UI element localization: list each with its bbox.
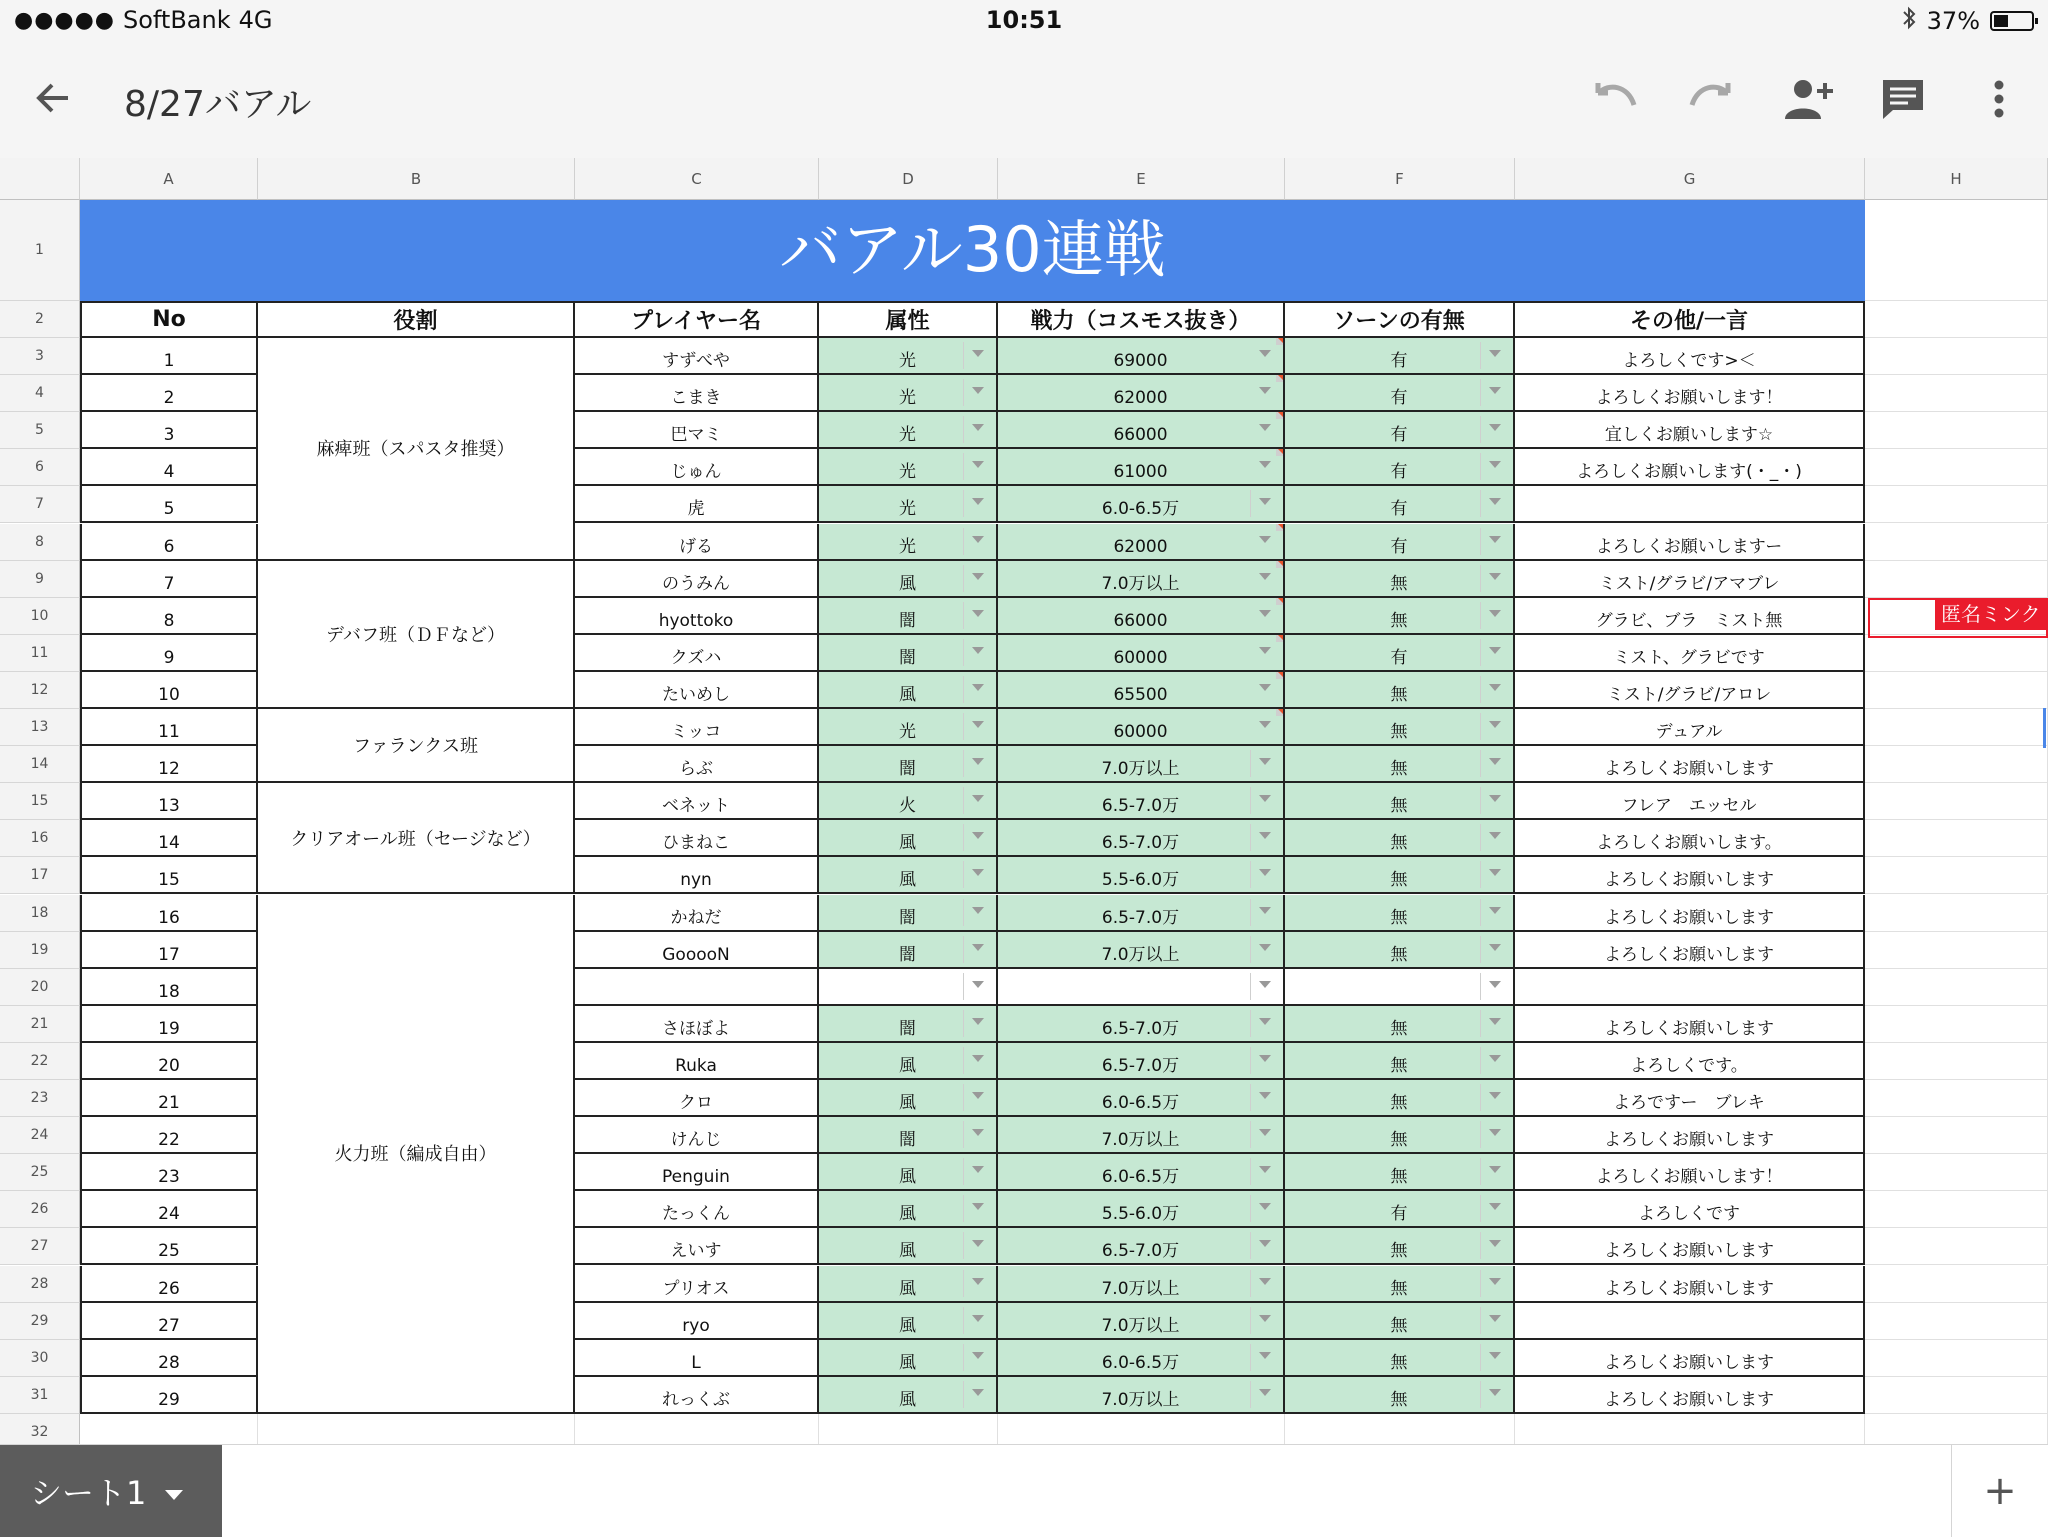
player-name-cell[interactable]: 巴マミ — [575, 412, 819, 449]
note-cell[interactable]: グラビ、ブラ ミスト無 — [1515, 598, 1865, 635]
battery-icon — [1990, 11, 2034, 31]
power-dropdown[interactable] — [998, 969, 1285, 1006]
zone-dropdown[interactable]: 無 — [1285, 1006, 1515, 1043]
cell-h25[interactable] — [1865, 1154, 2048, 1191]
header-player: プレイヤー名 — [575, 301, 819, 338]
zone-dropdown[interactable]: 無 — [1285, 1080, 1515, 1117]
sheet-banner[interactable]: バアル30連戦 — [80, 200, 1865, 301]
row-header-23[interactable]: 23 — [0, 1080, 80, 1117]
cell-h31[interactable] — [1865, 1377, 2048, 1414]
power-dropdown[interactable]: 6.0-6.5万 — [998, 1154, 1285, 1191]
row-header-19[interactable]: 19 — [0, 932, 80, 969]
zone-dropdown[interactable]: 無 — [1285, 1303, 1515, 1340]
row-header-30[interactable]: 30 — [0, 1340, 80, 1377]
zone-dropdown[interactable]: 無 — [1285, 1154, 1515, 1191]
zone-dropdown[interactable]: 有 — [1285, 1191, 1515, 1228]
role-group-cell[interactable]: 麻痺班（スパスタ推奨） — [258, 338, 575, 561]
row-number-cell[interactable]: 18 — [80, 969, 258, 1006]
add-person-icon[interactable] — [1778, 70, 1836, 128]
attribute-dropdown[interactable]: 風 — [819, 672, 998, 709]
player-name-cell[interactable]: じゅん — [575, 449, 819, 486]
cell-h16[interactable] — [1865, 820, 2048, 857]
row-header-26[interactable]: 26 — [0, 1191, 80, 1228]
player-name-cell[interactable]: 虎 — [575, 486, 819, 523]
attribute-dropdown[interactable]: 風 — [819, 1377, 998, 1414]
back-arrow-icon[interactable] — [32, 78, 76, 122]
power-dropdown[interactable]: 7.0万以上 — [998, 932, 1285, 969]
role-group-cell[interactable]: デバフ班（ＤＦなど） — [258, 561, 575, 709]
note-cell[interactable]: よろですー ブレキ — [1515, 1080, 1865, 1117]
row-header-12[interactable]: 12 — [0, 672, 80, 709]
row-header-31[interactable]: 31 — [0, 1377, 80, 1414]
note-cell[interactable]: よろしくお願いします — [1515, 1117, 1865, 1154]
header-role: 役割 — [258, 301, 575, 338]
header-power: 戦力（コスモス抜き） — [998, 301, 1285, 338]
player-name-cell[interactable]: Ruka — [575, 1043, 819, 1080]
comment-icon[interactable] — [1874, 70, 1932, 128]
note-cell[interactable]: よろしくです>＜ — [1515, 338, 1865, 375]
attribute-dropdown[interactable]: 火 — [819, 783, 998, 820]
row-number-cell[interactable]: 15 — [80, 857, 258, 894]
player-name-cell[interactable]: すずべや — [575, 338, 819, 375]
row-number-cell[interactable]: 7 — [80, 561, 258, 598]
select-all-corner[interactable] — [0, 158, 80, 200]
player-name-cell[interactable]: nyn — [575, 857, 819, 894]
row-header-16[interactable]: 16 — [0, 820, 80, 857]
row-number-cell[interactable]: 1 — [80, 338, 258, 375]
power-dropdown[interactable]: 7.0万以上 — [998, 1377, 1285, 1414]
note-cell[interactable]: よろしくお願いします — [1515, 1228, 1865, 1265]
row-header-18[interactable]: 18 — [0, 895, 80, 932]
zone-dropdown[interactable]: 無 — [1285, 561, 1515, 598]
power-dropdown[interactable]: 62000 — [998, 524, 1285, 561]
row-header-13[interactable]: 13 — [0, 709, 80, 746]
attribute-dropdown[interactable] — [819, 969, 998, 1006]
zone-dropdown[interactable]: 無 — [1285, 783, 1515, 820]
document-title: 8/27バアル — [124, 84, 312, 125]
row-header-1[interactable]: 1 — [0, 200, 80, 301]
power-dropdown[interactable]: 6.0-6.5万 — [998, 1080, 1285, 1117]
row-number-cell[interactable]: 17 — [80, 932, 258, 969]
attribute-dropdown[interactable]: 光 — [819, 709, 998, 746]
note-cell[interactable]: よろしくお願いします — [1515, 1006, 1865, 1043]
note-cell[interactable]: よろしくです — [1515, 1191, 1865, 1228]
zone-dropdown[interactable]: 有 — [1285, 486, 1515, 523]
power-dropdown[interactable]: 6.5-7.0万 — [998, 783, 1285, 820]
zone-dropdown[interactable]: 有 — [1285, 338, 1515, 375]
player-name-cell[interactable]: かねだ — [575, 895, 819, 932]
row-header-3[interactable]: 3 — [0, 338, 80, 375]
player-name-cell[interactable]: ryo — [575, 1303, 819, 1340]
redo-icon[interactable] — [1682, 70, 1740, 128]
cell-h24[interactable] — [1865, 1117, 2048, 1154]
header-note: その他/一言 — [1515, 301, 1865, 338]
attribute-dropdown[interactable]: 風 — [819, 1154, 998, 1191]
row-header-25[interactable]: 25 — [0, 1154, 80, 1191]
column-header-d[interactable]: D — [819, 158, 998, 200]
power-dropdown[interactable]: 7.0万以上 — [998, 561, 1285, 598]
player-name-cell[interactable]: クズハ — [575, 635, 819, 672]
player-name-cell[interactable]: こまき — [575, 375, 819, 412]
power-dropdown[interactable]: 62000 — [998, 375, 1285, 412]
row-number-cell[interactable]: 3 — [80, 412, 258, 449]
row-number-cell[interactable]: 19 — [80, 1006, 258, 1043]
battery-percent: 37% — [1926, 7, 1980, 35]
cell-h27[interactable] — [1865, 1228, 2048, 1265]
attribute-dropdown[interactable]: 風 — [819, 1191, 998, 1228]
player-name-cell[interactable]: GooooN — [575, 932, 819, 969]
attribute-dropdown[interactable]: 風 — [819, 1080, 998, 1117]
cell-h26[interactable] — [1865, 1191, 2048, 1228]
power-dropdown[interactable]: 60000 — [998, 635, 1285, 672]
zone-dropdown[interactable]: 無 — [1285, 1117, 1515, 1154]
note-cell[interactable] — [1515, 486, 1865, 523]
note-cell[interactable]: フレア エッセル — [1515, 783, 1865, 820]
cell-h18[interactable] — [1865, 895, 2048, 932]
attribute-dropdown[interactable]: 光 — [819, 486, 998, 523]
attribute-dropdown[interactable]: 闇 — [819, 932, 998, 969]
cell-h11[interactable] — [1865, 635, 2048, 672]
attribute-dropdown[interactable]: 光 — [819, 338, 998, 375]
attribute-dropdown[interactable]: 風 — [819, 561, 998, 598]
network-label: 4G — [238, 6, 273, 34]
note-cell[interactable]: よろしくお願いします！ — [1515, 1154, 1865, 1191]
note-cell[interactable]: ミスト/グラビ/アロレ — [1515, 672, 1865, 709]
row-header-27[interactable]: 27 — [0, 1228, 80, 1265]
attribute-dropdown[interactable]: 光 — [819, 449, 998, 486]
cell-h3[interactable] — [1865, 338, 2048, 375]
row-header-4[interactable]: 4 — [0, 375, 80, 412]
zone-dropdown[interactable]: 無 — [1285, 1266, 1515, 1303]
attribute-dropdown[interactable]: 闇 — [819, 1006, 998, 1043]
row-number-cell[interactable]: 9 — [80, 635, 258, 672]
cell-h22[interactable] — [1865, 1043, 2048, 1080]
row-number-cell[interactable]: 10 — [80, 672, 258, 709]
player-name-cell[interactable]: ベネット — [575, 783, 819, 820]
row-header-6[interactable]: 6 — [0, 449, 80, 486]
cell-h6[interactable] — [1865, 449, 2048, 486]
row-number-cell[interactable]: 22 — [80, 1117, 258, 1154]
note-cell[interactable]: よろしくお願いします — [1515, 895, 1865, 932]
player-name-cell[interactable]: れっくぶ — [575, 1377, 819, 1414]
player-name-cell[interactable]: L — [575, 1340, 819, 1377]
zone-dropdown[interactable]: 無 — [1285, 672, 1515, 709]
clock: 10:51 — [985, 6, 1063, 34]
power-dropdown[interactable]: 66000 — [998, 598, 1285, 635]
more-vert-icon[interactable] — [1970, 70, 2028, 128]
row-number-cell[interactable]: 21 — [80, 1080, 258, 1117]
row-number-cell[interactable]: 23 — [80, 1154, 258, 1191]
power-dropdown[interactable]: 7.0万以上 — [998, 1266, 1285, 1303]
zone-dropdown[interactable]: 無 — [1285, 820, 1515, 857]
note-cell[interactable]: よろしくお願いします — [1515, 1266, 1865, 1303]
note-cell[interactable]: ミスト、グラビです — [1515, 635, 1865, 672]
zone-dropdown[interactable]: 無 — [1285, 709, 1515, 746]
cell-h17[interactable] — [1865, 857, 2048, 894]
row-number-cell[interactable]: 29 — [80, 1377, 258, 1414]
carrier-label: SoftBank — [122, 6, 231, 34]
attribute-dropdown[interactable]: 風 — [819, 820, 998, 857]
row-number-cell[interactable]: 11 — [80, 709, 258, 746]
role-group-cell[interactable]: クリアオール班（セージなど） — [258, 783, 575, 894]
note-cell[interactable]: よろしくお願いします！ — [1515, 375, 1865, 412]
row-header-32[interactable]: 32 — [0, 1414, 80, 1451]
header-attr: 属性 — [819, 301, 998, 338]
attribute-dropdown[interactable]: 風 — [819, 1340, 998, 1377]
row-number-cell[interactable]: 12 — [80, 746, 258, 783]
power-dropdown[interactable]: 69000 — [998, 338, 1285, 375]
attribute-dropdown[interactable]: 闇 — [819, 1117, 998, 1154]
note-cell[interactable] — [1515, 969, 1865, 1006]
cell-h12[interactable] — [1865, 672, 2048, 709]
power-dropdown[interactable]: 6.5-7.0万 — [998, 895, 1285, 932]
column-header-c[interactable]: C — [575, 158, 819, 200]
cell-h30[interactable] — [1865, 1340, 2048, 1377]
note-cell[interactable]: よろしくお願いします — [1515, 932, 1865, 969]
note-cell[interactable]: よろしくお願いしますー — [1515, 524, 1865, 561]
power-dropdown[interactable]: 5.5-6.0万 — [998, 857, 1285, 894]
attribute-dropdown[interactable]: 光 — [819, 524, 998, 561]
row-header-5[interactable]: 5 — [0, 412, 80, 449]
note-cell[interactable]: よろしくです。 — [1515, 1043, 1865, 1080]
note-cell[interactable]: よろしくお願いします。 — [1515, 820, 1865, 857]
attribute-dropdown[interactable]: 風 — [819, 1266, 998, 1303]
cell-h19[interactable] — [1865, 932, 2048, 969]
bottom-bar — [0, 1444, 2048, 1537]
row-number-cell[interactable]: 5 — [80, 486, 258, 523]
zone-dropdown[interactable]: 無 — [1285, 895, 1515, 932]
power-dropdown[interactable]: 6.0-6.5万 — [998, 1340, 1285, 1377]
zone-dropdown[interactable] — [1285, 969, 1515, 1006]
row-header-22[interactable]: 22 — [0, 1043, 80, 1080]
add-sheet-button[interactable]: + — [1951, 1445, 2048, 1537]
row-header-24[interactable]: 24 — [0, 1117, 80, 1154]
row-number-cell[interactable]: 27 — [80, 1303, 258, 1340]
player-name-cell[interactable]: げる — [575, 524, 819, 561]
row-header-7[interactable]: 7 — [0, 486, 80, 523]
cell-h8[interactable] — [1865, 524, 2048, 561]
row-number-cell[interactable]: 8 — [80, 598, 258, 635]
row-number-cell[interactable]: 2 — [80, 375, 258, 412]
note-cell[interactable]: よろしくお願いします — [1515, 746, 1865, 783]
cell-h20[interactable] — [1865, 969, 2048, 1006]
power-dropdown[interactable]: 66000 — [998, 412, 1285, 449]
player-name-cell[interactable]: ひまねこ — [575, 820, 819, 857]
row-header-11[interactable]: 11 — [0, 635, 80, 672]
cell-h5[interactable] — [1865, 412, 2048, 449]
player-name-cell[interactable]: けんじ — [575, 1117, 819, 1154]
cell-h23[interactable] — [1865, 1080, 2048, 1117]
column-header-h[interactable]: H — [1865, 158, 2048, 200]
zone-dropdown[interactable]: 無 — [1285, 1228, 1515, 1265]
zone-dropdown[interactable]: 有 — [1285, 449, 1515, 486]
row-number-cell[interactable]: 13 — [80, 783, 258, 820]
power-dropdown[interactable]: 7.0万以上 — [998, 1303, 1285, 1340]
attribute-dropdown[interactable]: 風 — [819, 1228, 998, 1265]
power-dropdown[interactable]: 7.0万以上 — [998, 1117, 1285, 1154]
zone-dropdown[interactable]: 無 — [1285, 932, 1515, 969]
role-group-cell[interactable]: ファランクス班 — [258, 709, 575, 783]
row-header-17[interactable]: 17 — [0, 857, 80, 894]
attribute-dropdown[interactable]: 風 — [819, 1043, 998, 1080]
cell-h13[interactable] — [1865, 709, 2048, 746]
player-name-cell[interactable]: たいめし — [575, 672, 819, 709]
row-header-20[interactable]: 20 — [0, 969, 80, 1006]
row-number-cell[interactable]: 28 — [80, 1340, 258, 1377]
row-number-cell[interactable]: 26 — [80, 1266, 258, 1303]
attribute-dropdown[interactable]: 闇 — [819, 746, 998, 783]
caret-down-icon[interactable] — [164, 1472, 184, 1510]
attribute-dropdown[interactable]: 光 — [819, 412, 998, 449]
player-name-cell[interactable]: hyottoko — [575, 598, 819, 635]
cell-h15[interactable] — [1865, 783, 2048, 820]
cell-h14[interactable] — [1865, 746, 2048, 783]
row-number-cell[interactable]: 14 — [80, 820, 258, 857]
zone-dropdown[interactable]: 無 — [1285, 1043, 1515, 1080]
cell-h21[interactable] — [1865, 1006, 2048, 1043]
player-name-cell[interactable]: らぶ — [575, 746, 819, 783]
power-dropdown[interactable]: 65500 — [998, 672, 1285, 709]
row-header-9[interactable]: 9 — [0, 561, 80, 598]
zone-dropdown[interactable]: 有 — [1285, 412, 1515, 449]
power-dropdown[interactable]: 6.0-6.5万 — [998, 486, 1285, 523]
collaborator-tag: 匿名ミンク — [1935, 598, 2047, 630]
note-cell[interactable]: よろしくお願いします(・_・) — [1515, 449, 1865, 486]
player-name-cell[interactable]: プリオス — [575, 1266, 819, 1303]
player-name-cell[interactable]: ミッコ — [575, 709, 819, 746]
role-group-cell[interactable]: 火力班（編成自由） — [258, 895, 575, 1414]
cell-h4[interactable] — [1865, 375, 2048, 412]
zone-dropdown[interactable]: 無 — [1285, 746, 1515, 783]
zone-dropdown[interactable]: 無 — [1285, 857, 1515, 894]
power-dropdown[interactable]: 5.5-6.0万 — [998, 1191, 1285, 1228]
column-header-g[interactable]: G — [1515, 158, 1865, 200]
power-dropdown[interactable]: 6.5-7.0万 — [998, 1043, 1285, 1080]
zone-dropdown[interactable]: 有 — [1285, 635, 1515, 672]
scroll-indicator[interactable] — [2043, 708, 2046, 748]
cell-h29[interactable] — [1865, 1303, 2048, 1340]
attribute-dropdown[interactable]: 闇 — [819, 635, 998, 672]
row-header-8[interactable]: 8 — [0, 524, 80, 561]
row-number-cell[interactable]: 25 — [80, 1228, 258, 1265]
zone-dropdown[interactable]: 無 — [1285, 1340, 1515, 1377]
row-number-cell[interactable]: 24 — [80, 1191, 258, 1228]
cell-h1[interactable] — [1865, 200, 2048, 301]
attribute-dropdown[interactable]: 光 — [819, 375, 998, 412]
status-bar — [0, 0, 2048, 42]
row-header-15[interactable]: 15 — [0, 783, 80, 820]
power-dropdown[interactable]: 60000 — [998, 709, 1285, 746]
note-cell[interactable]: よろしくお願いします — [1515, 1377, 1865, 1414]
zone-dropdown[interactable]: 有 — [1285, 375, 1515, 412]
signal-icon: ●●●●● — [14, 7, 115, 33]
attribute-dropdown[interactable]: 風 — [819, 857, 998, 894]
row-header-2[interactable]: 2 — [0, 301, 80, 338]
power-dropdown[interactable]: 6.5-7.0万 — [998, 1228, 1285, 1265]
note-cell[interactable]: デュアル — [1515, 709, 1865, 746]
note-cell[interactable]: ミスト/グラビ/アマブレ — [1515, 561, 1865, 598]
sheet-tab[interactable] — [0, 1445, 222, 1537]
cell-h7[interactable] — [1865, 486, 2048, 523]
power-dropdown[interactable]: 7.0万以上 — [998, 746, 1285, 783]
row-header-10[interactable]: 10 — [0, 598, 80, 635]
row-number-cell[interactable]: 20 — [80, 1043, 258, 1080]
player-name-cell[interactable]: Penguin — [575, 1154, 819, 1191]
power-dropdown[interactable]: 6.5-7.0万 — [998, 820, 1285, 857]
column-header-f[interactable]: F — [1285, 158, 1515, 200]
header-no: No — [80, 301, 258, 338]
zone-dropdown[interactable]: 有 — [1285, 524, 1515, 561]
row-number-cell[interactable]: 4 — [80, 449, 258, 486]
attribute-dropdown[interactable]: 風 — [819, 1303, 998, 1340]
player-name-cell[interactable] — [575, 969, 819, 1006]
cell-h28[interactable] — [1865, 1266, 2048, 1303]
column-header-a[interactable]: A — [80, 158, 258, 200]
row-header-21[interactable]: 21 — [0, 1006, 80, 1043]
zone-dropdown[interactable]: 無 — [1285, 1377, 1515, 1414]
column-header-e[interactable]: E — [998, 158, 1285, 200]
player-name-cell[interactable]: のうみん — [575, 561, 819, 598]
power-dropdown[interactable]: 6.5-7.0万 — [998, 1006, 1285, 1043]
undo-icon[interactable] — [1586, 70, 1644, 128]
bluetooth-icon — [1901, 6, 1917, 36]
row-header-28[interactable]: 28 — [0, 1266, 80, 1303]
column-header-b[interactable]: B — [258, 158, 575, 200]
player-name-cell[interactable]: えいす — [575, 1228, 819, 1265]
player-name-cell[interactable]: クロ — [575, 1080, 819, 1117]
note-cell[interactable]: 宜しくお願いします☆ — [1515, 412, 1865, 449]
player-name-cell[interactable]: さほぼよ — [575, 1006, 819, 1043]
sheet-tab-label: シート1 — [30, 1474, 147, 1512]
row-header-29[interactable]: 29 — [0, 1303, 80, 1340]
app-bar — [0, 42, 2048, 159]
note-cell[interactable]: よろしくお願いします — [1515, 1340, 1865, 1377]
zone-dropdown[interactable]: 無 — [1285, 598, 1515, 635]
attribute-dropdown[interactable]: 闇 — [819, 895, 998, 932]
cell-h2[interactable] — [1865, 301, 2048, 338]
row-number-cell[interactable]: 16 — [80, 895, 258, 932]
row-header-14[interactable]: 14 — [0, 746, 80, 783]
attribute-dropdown[interactable]: 闇 — [819, 598, 998, 635]
power-dropdown[interactable]: 61000 — [998, 449, 1285, 486]
header-zone: ソーンの有無 — [1285, 301, 1515, 338]
cell-h9[interactable] — [1865, 561, 2048, 598]
note-cell[interactable] — [1515, 1303, 1865, 1340]
player-name-cell[interactable]: たっくん — [575, 1191, 819, 1228]
row-number-cell[interactable]: 6 — [80, 524, 258, 561]
note-cell[interactable]: よろしくお願いします — [1515, 857, 1865, 894]
